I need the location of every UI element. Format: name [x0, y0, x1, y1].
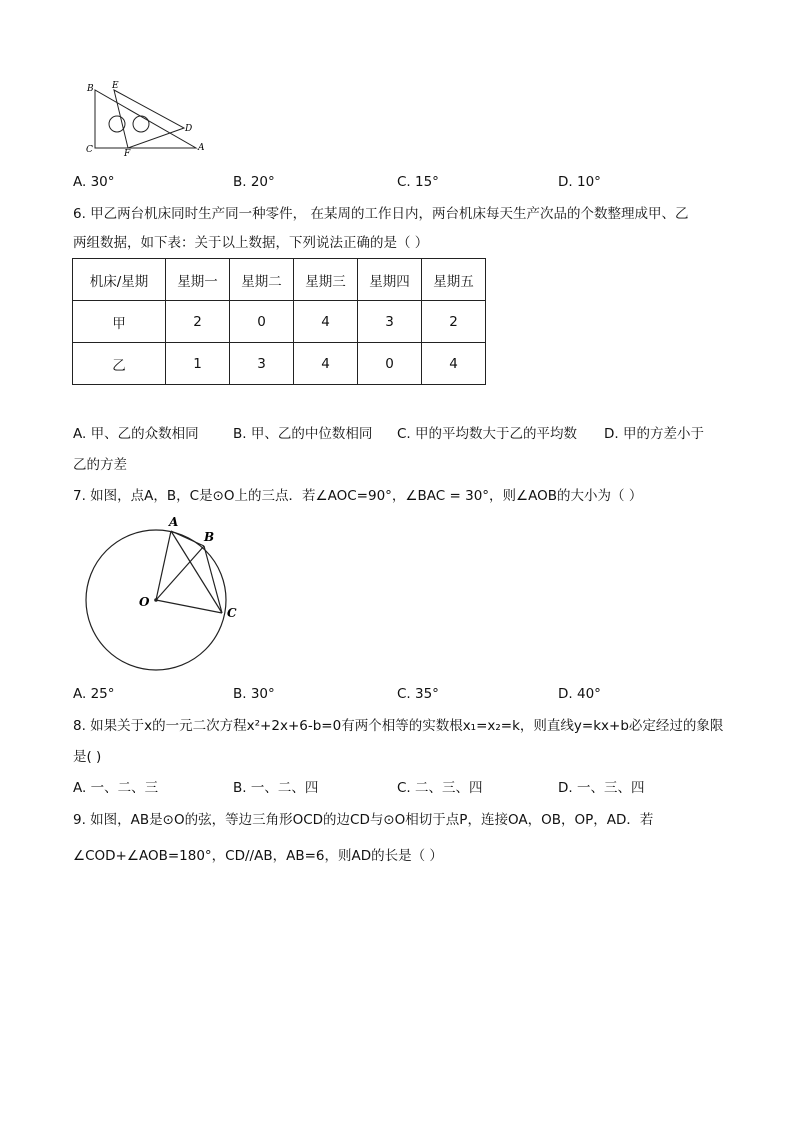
q7-option-b[interactable]: B. 30°	[233, 686, 275, 702]
table-cell: 3	[230, 343, 294, 385]
table-cell: 2	[166, 301, 230, 343]
table-cell: 4	[294, 343, 358, 385]
q5-option-a[interactable]: A. 30°	[73, 174, 115, 190]
q8-option-b[interactable]: B. 一、二、四	[233, 780, 319, 796]
q7-text: 7. 如图，点A，B，C是⊙O上的三点．若∠AOC=90°，∠BAC = 30°，则∠AOB的大小为（ ）	[73, 488, 643, 504]
table-cell: 2	[422, 301, 486, 343]
label-b: B	[204, 530, 215, 544]
table-header-cell: 星期二	[230, 259, 294, 301]
table-header-cell: 星期四	[358, 259, 422, 301]
label-b: B	[87, 84, 94, 94]
table-header-cell: 机床/星期	[73, 259, 166, 301]
circle-figure	[76, 510, 246, 685]
segment-oa	[156, 531, 171, 600]
label-f: F	[124, 149, 131, 158]
table-cell: 1	[166, 343, 230, 385]
label-e: E	[112, 81, 119, 91]
q5-option-d[interactable]: D. 10°	[558, 174, 601, 190]
q8-text-line2: 是( )	[73, 749, 102, 765]
q9-text-line1: 9. 如图，AB是⊙O的弦，等边三角形OCD的边CD与⊙O相切于点P，连接OA，OB，OP，AD．若	[73, 812, 654, 828]
triangle-figure	[80, 78, 210, 158]
q8-option-d[interactable]: D. 一、三、四	[558, 780, 645, 796]
table-cell: 0	[358, 343, 422, 385]
triangle-edf	[114, 90, 184, 148]
q8-option-a[interactable]: A. 一、二、三	[73, 780, 159, 796]
label-c: C	[227, 606, 237, 620]
q7-option-c[interactable]: C. 35°	[397, 686, 439, 702]
table-cell: 0	[230, 301, 294, 343]
q6-option-c[interactable]: C. 甲的平均数大于乙的平均数	[397, 426, 578, 442]
q6-text-line1: 6. 甲乙两台机床同时生产同一种零件， 在某周的工作日内，两台机床每天生产次品的个数整理成甲、乙	[73, 206, 689, 222]
label-a: A	[198, 143, 205, 153]
table-header-cell: 星期五	[422, 259, 486, 301]
q5-option-c[interactable]: C. 15°	[397, 174, 439, 190]
table-header-row	[73, 259, 486, 301]
q5-option-b[interactable]: B. 20°	[233, 174, 275, 190]
table-row	[73, 301, 486, 343]
segment-bc	[204, 546, 222, 613]
q9-text-line2: ∠COD+∠AOB=180°，CD//AB，AB=6，则AD的长是（ ）	[73, 848, 443, 864]
label-a: A	[169, 515, 179, 529]
table-header-cell: 星期三	[294, 259, 358, 301]
q6-option-b[interactable]: B. 甲、乙的中位数相同	[233, 426, 373, 442]
label-o: O	[139, 595, 150, 609]
table-header-cell: 星期一	[166, 259, 230, 301]
table-row	[73, 343, 486, 385]
table-cell: 3	[358, 301, 422, 343]
q7-option-a[interactable]: A. 25°	[73, 686, 115, 702]
label-c: C	[86, 145, 93, 155]
q6-option-d-continued: 乙的方差	[73, 457, 127, 473]
circle-right	[133, 116, 149, 132]
q7-option-d[interactable]: D. 40°	[558, 686, 601, 702]
q8-text-line1: 8. 如果关于x的一元二次方程x²+2x+6-b=0有两个相等的实数根x₁=x₂=k，则直线y=kx+b必定经过的象限	[73, 718, 724, 734]
q6-option-a[interactable]: A. 甲、乙的众数相同	[73, 426, 199, 442]
segment-oc	[156, 600, 222, 613]
q6-text-line2: 两组数据，如下表：关于以上数据，下列说法正确的是（ ）	[73, 235, 429, 251]
table-cell: 甲	[73, 301, 166, 343]
table-cell: 4	[294, 301, 358, 343]
table-cell: 4	[422, 343, 486, 385]
table-cell: 乙	[73, 343, 166, 385]
q6-option-d[interactable]: D. 甲的方差小于	[604, 426, 704, 442]
label-d: D	[185, 124, 193, 134]
q8-option-c[interactable]: C. 二、三、四	[397, 780, 483, 796]
center-dot	[154, 598, 158, 602]
q6-data-table	[72, 258, 486, 385]
